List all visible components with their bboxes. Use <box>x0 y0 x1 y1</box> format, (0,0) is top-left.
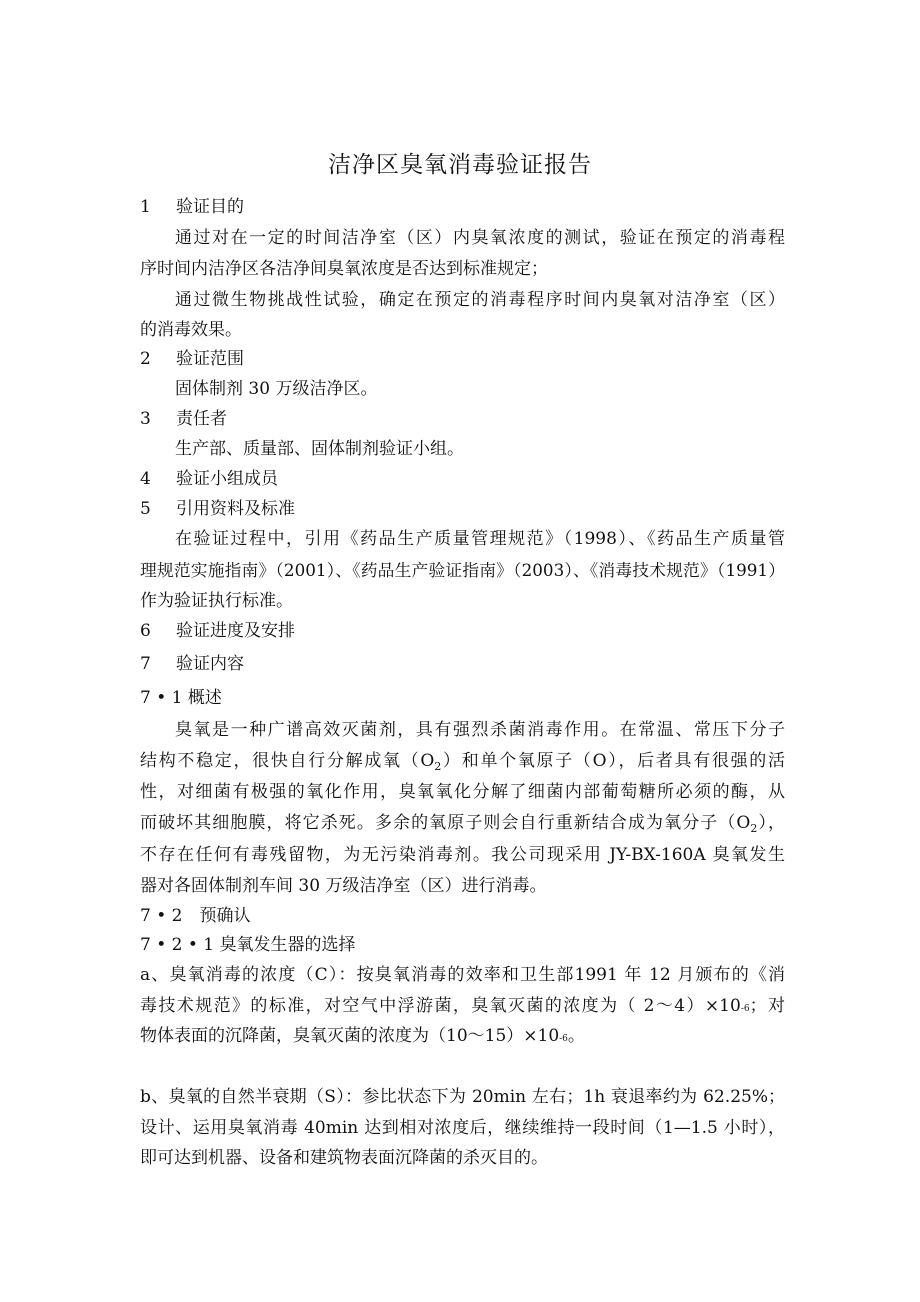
section-title: 验证进度及安排 <box>176 621 295 641</box>
paragraph-line: 性，对细菌有极强的氧化作用，臭氧氧化分解了细菌内部葡萄糖所必须的酶，从 <box>140 782 785 802</box>
paragraph-line: 即可达到机器、设备和建筑物表面沉降菌的杀灭目的。 <box>140 1148 548 1168</box>
paragraph-line: 生产部、质量部、固体制剂验证小组。 <box>175 439 464 459</box>
subsection-heading: 7 • 2 • 1 臭氧发生器的选择 <box>140 935 356 955</box>
section-title: 引用资料及标准 <box>176 499 295 519</box>
section-number: 7 <box>140 654 151 674</box>
superscript: -6 <box>559 1034 568 1044</box>
superscript: -6 <box>740 1004 750 1014</box>
paragraph-line: 序时间内洁净区各洁净间臭氧浓度是否达到标准规定； <box>140 259 548 279</box>
paragraph-line: 物体表面的沉降菌，臭氧灭菌的浓度为（10～15）×10-6。 <box>140 1026 585 1046</box>
subsection-heading: 7 • 2 预确认 <box>140 906 251 926</box>
paragraph-line: 器对各固体制剂车间 30 万级洁净室（区）进行消毒。 <box>140 876 547 896</box>
section-heading-1 <box>140 197 785 217</box>
subscript: 2 <box>434 760 442 773</box>
section-title: 验证范围 <box>176 349 244 369</box>
paragraph-line: 结构不稳定，很快自行分解成氧$(O_2)$和单个氧原子（O），后者具有很强的活 <box>140 751 785 773</box>
section-title: 责任者 <box>176 409 227 429</box>
section-heading-4 <box>140 469 785 489</box>
paragraph-line: 毒技术规范》的标准，对空气中浮游菌，臭氧灭菌的浓度为（ 2～4）×10-6；对 <box>140 996 785 1016</box>
section-heading-6 <box>140 621 785 641</box>
section-heading-5 <box>140 499 785 519</box>
subscript: 2 <box>750 822 758 835</box>
section-heading-7 <box>140 654 785 674</box>
paragraph-line: 设计、运用臭氧消毒 40min 达到相对浓度后，继续维持一段时间（1—1.5 小时）， <box>140 1118 785 1138</box>
paragraph-line: 作为验证执行标准。 <box>140 591 293 611</box>
paragraph-line: 通过微生物挑战性试验，确定在预定的消毒程序时间内臭氧对洁净室（区） <box>175 290 785 310</box>
section-number: 3 <box>140 409 151 429</box>
section-number: 2 <box>140 349 151 369</box>
section-heading-2 <box>140 349 785 369</box>
paragraph-line: 不存在任何有毒残留物，为无污染消毒剂。我公司现采用 JY-BX-160A 臭氧发生 <box>140 845 785 865</box>
paragraph-line: b、臭氧的自然半衰期（S）：参比状态下为 20min 左右；1h 衰退率约为 62.25%； <box>140 1087 785 1107</box>
section-number: 4 <box>140 469 151 489</box>
section-title: 验证内容 <box>176 654 244 674</box>
section-title: 验证小组成员 <box>176 469 278 489</box>
section-title: 验证目的 <box>176 197 244 217</box>
document-title: 洁净区臭氧消毒验证报告 <box>328 152 592 178</box>
paragraph-line: 臭氧是一种广谱高效灭菌剂，具有强烈杀菌消毒作用。在常温、常压下分子 <box>175 720 785 740</box>
section-number: 5 <box>140 499 151 519</box>
section-number: 1 <box>140 197 151 217</box>
section-heading-3 <box>140 409 785 429</box>
paragraph-line: 的消毒效果。 <box>140 320 242 340</box>
paragraph-line: 通过对在一定的时间洁净室（区）内臭氧浓度的测试，验证在预定的消毒程 <box>175 228 785 248</box>
paragraph-line: 理规范实施指南》（2001）、《药品生产验证指南》（2003）、《消毒技术规范》（1991） <box>140 560 785 580</box>
paragraph-line: 而破坏其细胞膜，将它杀死。多余的氧原子则会自行重新结合成为氧分子$(O_2)$， <box>140 813 786 835</box>
paragraph-line: 在验证过程中，引用《药品生产质量管理规范》（1998）、《药品生产质量管 <box>175 529 785 549</box>
paragraph-line: a、臭氧消毒的浓度（C）：按臭氧消毒的效率和卫生部1991 年 12 月颁布的《消 <box>140 965 785 985</box>
subsection-heading: 7 • 1 概述 <box>140 688 222 708</box>
paragraph-line: 固体制剂 30 万级洁净区。 <box>175 379 378 399</box>
section-number: 6 <box>140 621 151 641</box>
